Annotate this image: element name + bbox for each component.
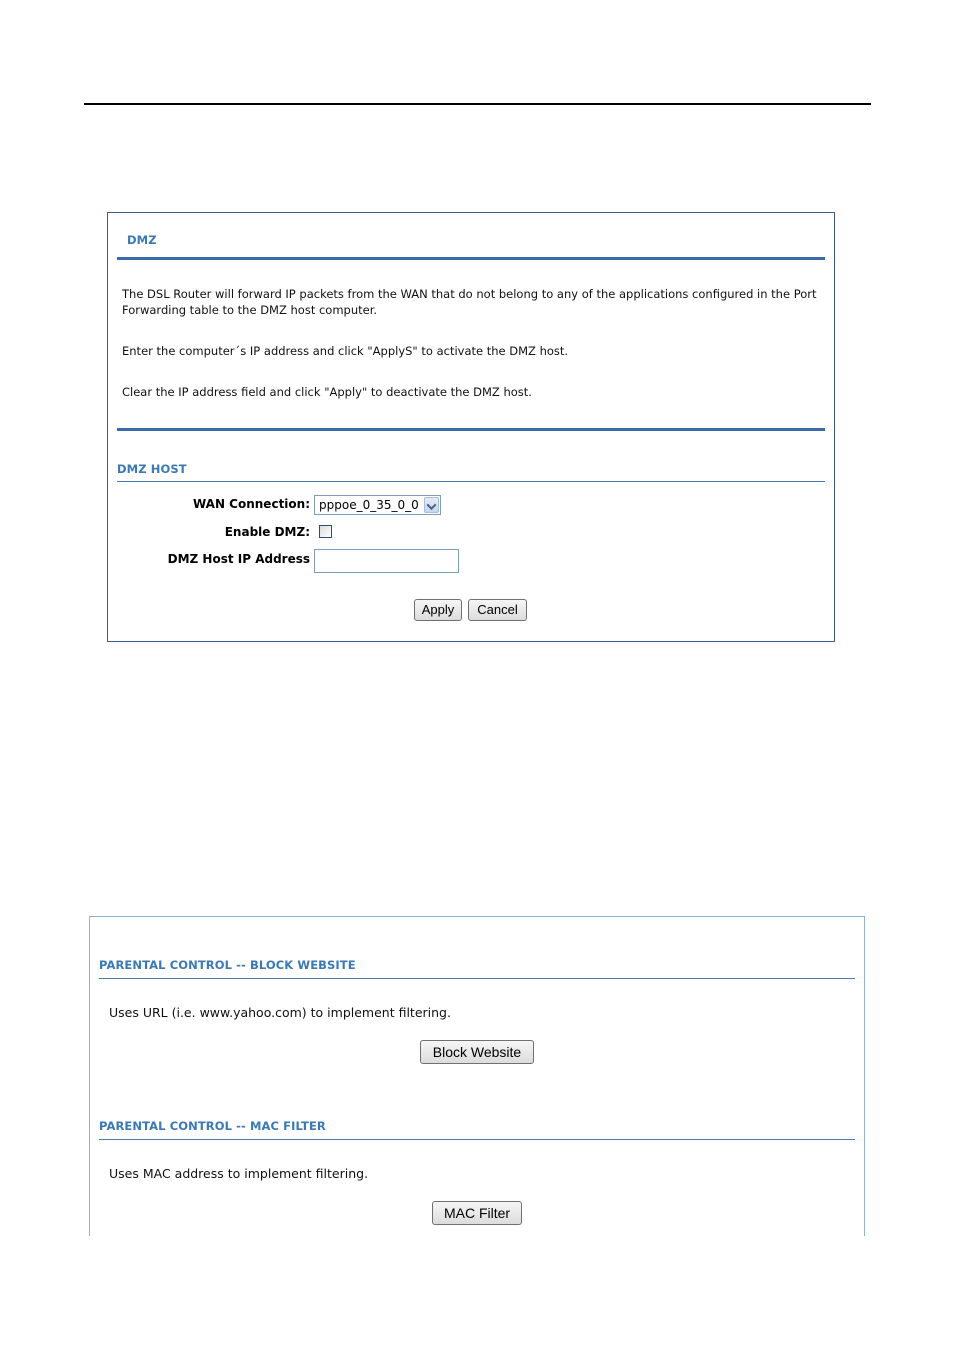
block-website-description: Uses URL (i.e. www.yahoo.com) to implement filtering. (109, 1005, 451, 1020)
enable-dmz-label: Enable DMZ: (224, 525, 310, 539)
block-website-rule (99, 978, 855, 979)
wan-connection-select[interactable] (314, 495, 441, 515)
block-website-button[interactable]: Block Website (420, 1040, 534, 1064)
mac-filter-description: Uses MAC address to implement filtering. (109, 1166, 369, 1181)
dmz-host-ip-label: DMZ Host IP Address (167, 552, 310, 566)
mac-filter-rule (99, 1139, 855, 1140)
dmz-instruction-clear: Clear the IP address field and click "Apply" to deactivate the DMZ host. (122, 385, 532, 399)
dmz-host-title: DMZ HOST (117, 462, 187, 476)
chevron-down-icon[interactable] (424, 497, 439, 513)
dmz-description: The DSL Router will forward IP packets from the WAN that do not belong to any of the applications configured in the Port Forwarding table to the DMZ host computer. (122, 287, 817, 317)
page-header-rule (84, 103, 871, 105)
cancel-button[interactable]: Cancel (468, 599, 527, 621)
dmz-title: DMZ (127, 233, 157, 247)
dmz-panel (107, 212, 835, 642)
mac-filter-title: PARENTAL CONTROL -- MAC FILTER (99, 1119, 326, 1133)
block-website-title: PARENTAL CONTROL -- BLOCK WEBSITE (99, 958, 356, 972)
enable-dmz-checkbox[interactable] (319, 525, 332, 538)
parental-control-panel (89, 916, 865, 1236)
dmz-section-rule (117, 428, 825, 431)
dmz-title-rule (117, 257, 825, 260)
dmz-host-rule (117, 481, 825, 482)
apply-button[interactable]: Apply (414, 599, 462, 621)
dmz-instruction-apply: Enter the computer´s IP address and click "ApplyS" to activate the DMZ host. (122, 344, 569, 358)
mac-filter-button[interactable]: MAC Filter (432, 1201, 522, 1225)
wan-connection-label: WAN Connection: (192, 497, 310, 511)
wan-connection-value: pppoe_0_35_0_0 (319, 498, 419, 512)
dmz-host-ip-input[interactable] (314, 549, 459, 573)
